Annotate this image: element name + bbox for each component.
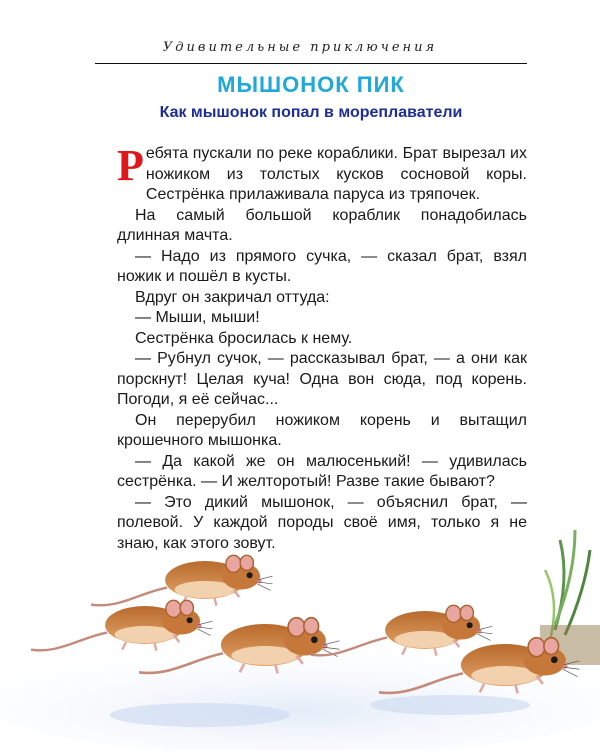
paragraph: Вдруг он закричал оттуда: (135, 288, 330, 306)
paragraph-1 (117, 141, 527, 206)
paragraph: — Рубнул сучок, — рассказывал брат, — а они как порскнут! Целая куча! Одна вон сюда, под корень. Погоди, я её сейчас... (117, 350, 527, 408)
paragraph: На самый большой кораблик понадобилась длинная мачта. (117, 206, 527, 244)
header-rule (95, 63, 527, 64)
story-title: МЫШОНОК ПИК (217, 72, 405, 97)
mice-illustration (0, 530, 600, 750)
paragraph: Он перерубил ножиком корень и вытащил крошечного мышонка. (117, 411, 527, 449)
paragraph: — Мыши, мыши! (135, 309, 260, 326)
paragraph-1-text: ебята пускали по реке кораблики. Брат вырезал их ножиком из толстых кусков сосновой коры. Сестрёнка прилаживала паруса из тряпочек. (145, 145, 527, 203)
drop-cap: Р (117, 141, 144, 190)
paragraph: Сестрёнка бросилась к нему. (135, 329, 353, 347)
chapter-subtitle: Как мышонок попал в мореплаватели (159, 104, 463, 121)
story-text (117, 141, 527, 554)
paragraph: — Надо из прямого сучка, — сказал брат, взял ножик и пошёл в кусты. (117, 247, 527, 285)
paragraph: — Это дикий мышонок, — объяснил брат, — полевой. У каждой породы своё имя, только я не знаю, как этого зовут. (117, 493, 527, 552)
running-header: Удивительные приключения (162, 40, 438, 55)
paragraph: — Да какой же он малюсенький! — удивилась сестрёнка. — И желторотый! Разве такие бывают? (117, 452, 527, 490)
